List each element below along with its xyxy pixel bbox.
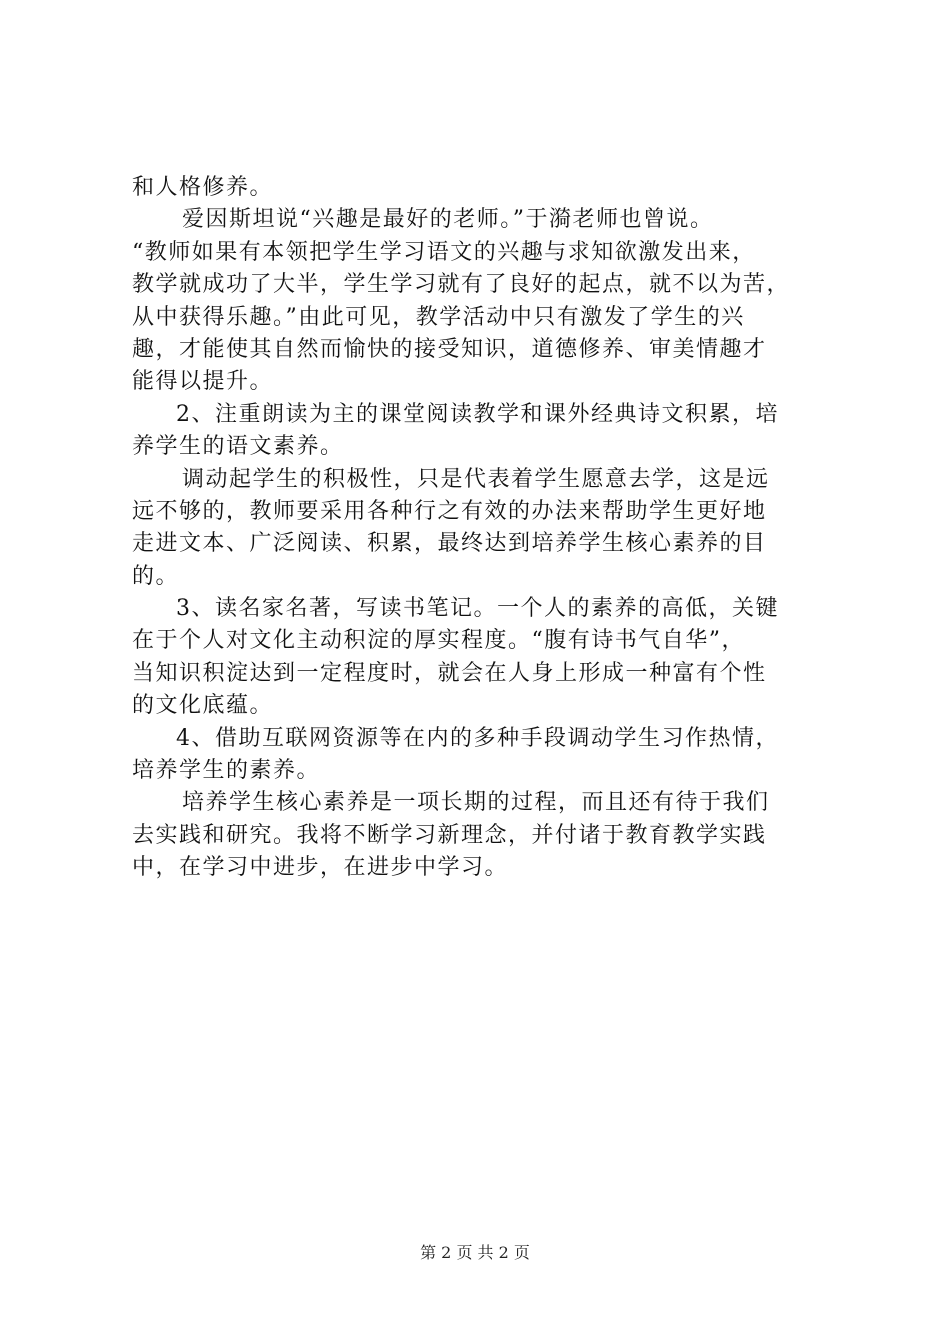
paragraph-einstein-quote (132, 204, 832, 398)
text-line: 从中获得乐趣。”由此可见，教学活动中只有激发了学生的兴 (132, 304, 745, 330)
text-line: 的文化底蕴。 (132, 693, 274, 719)
paragraph-motivation (132, 464, 832, 594)
text-line: 能得以提升。 (132, 369, 274, 395)
text-line: 2、注重朗读为主的课堂阅读教学和课外经典诗文积累，培 (176, 401, 779, 427)
text-line: “教师如果有本领把学生学习语文的兴趣与求知欲激发出来， (132, 239, 756, 265)
text-line: 爱因斯坦说“兴趣是最好的老师。”于漪老师也曾说。 (182, 207, 714, 233)
text-line: 走进文本、广泛阅读、积累，最终达到培养学生核心素养的目 (132, 531, 767, 557)
text-line: 在于个人对文化主动积淀的厚实程度。“腹有诗书气自华”， (132, 628, 745, 654)
text-line: 教学就成功了大半，学生学习就有了良好的起点，就不以为苦， (132, 272, 791, 298)
text-line: 养学生的语文素养。 (132, 434, 344, 460)
document-body (132, 172, 832, 885)
paragraph-conclusion (132, 787, 832, 884)
text-line: 中，在学习中进步，在进步中学习。 (132, 855, 509, 881)
text-line: 4、借助互联网资源等在内的多种手段调动学生习作热情， (176, 725, 779, 751)
text-line: 的。 (132, 563, 180, 589)
text-line: 趣，才能使其自然而愉快的接受知识，道德修养、审美情趣才 (132, 336, 767, 362)
paragraph-point-3 (132, 593, 832, 723)
page-number-footer: 第 2 页 共 2 页 (420, 1243, 530, 1262)
text-line: 和人格修养。 (132, 175, 274, 200)
text-line: 培养学生核心素养是一项长期的过程，而且还有待于我们 (182, 790, 770, 816)
paragraph-point-4 (132, 723, 832, 788)
text-line: 远不够的，教师要采用各种行之有效的办法来帮助学生更好地 (132, 498, 767, 524)
text-line: 调动起学生的积极性，只是代表着学生愿意去学，这是远 (182, 466, 770, 492)
paragraph-point-2 (132, 399, 832, 464)
text-line: 3、读名家名著，写读书笔记。一个人的素养的高低，关键 (176, 596, 779, 622)
text-line: 当知识积淀达到一定程度时，就会在人身上形成一种富有个性 (132, 660, 767, 686)
text-line: 培养学生的素养。 (132, 758, 321, 784)
text-line: 去实践和研究。我将不断学习新理念，并付诸于教育教学实践 (132, 822, 767, 848)
paragraph-continuation (132, 172, 832, 204)
